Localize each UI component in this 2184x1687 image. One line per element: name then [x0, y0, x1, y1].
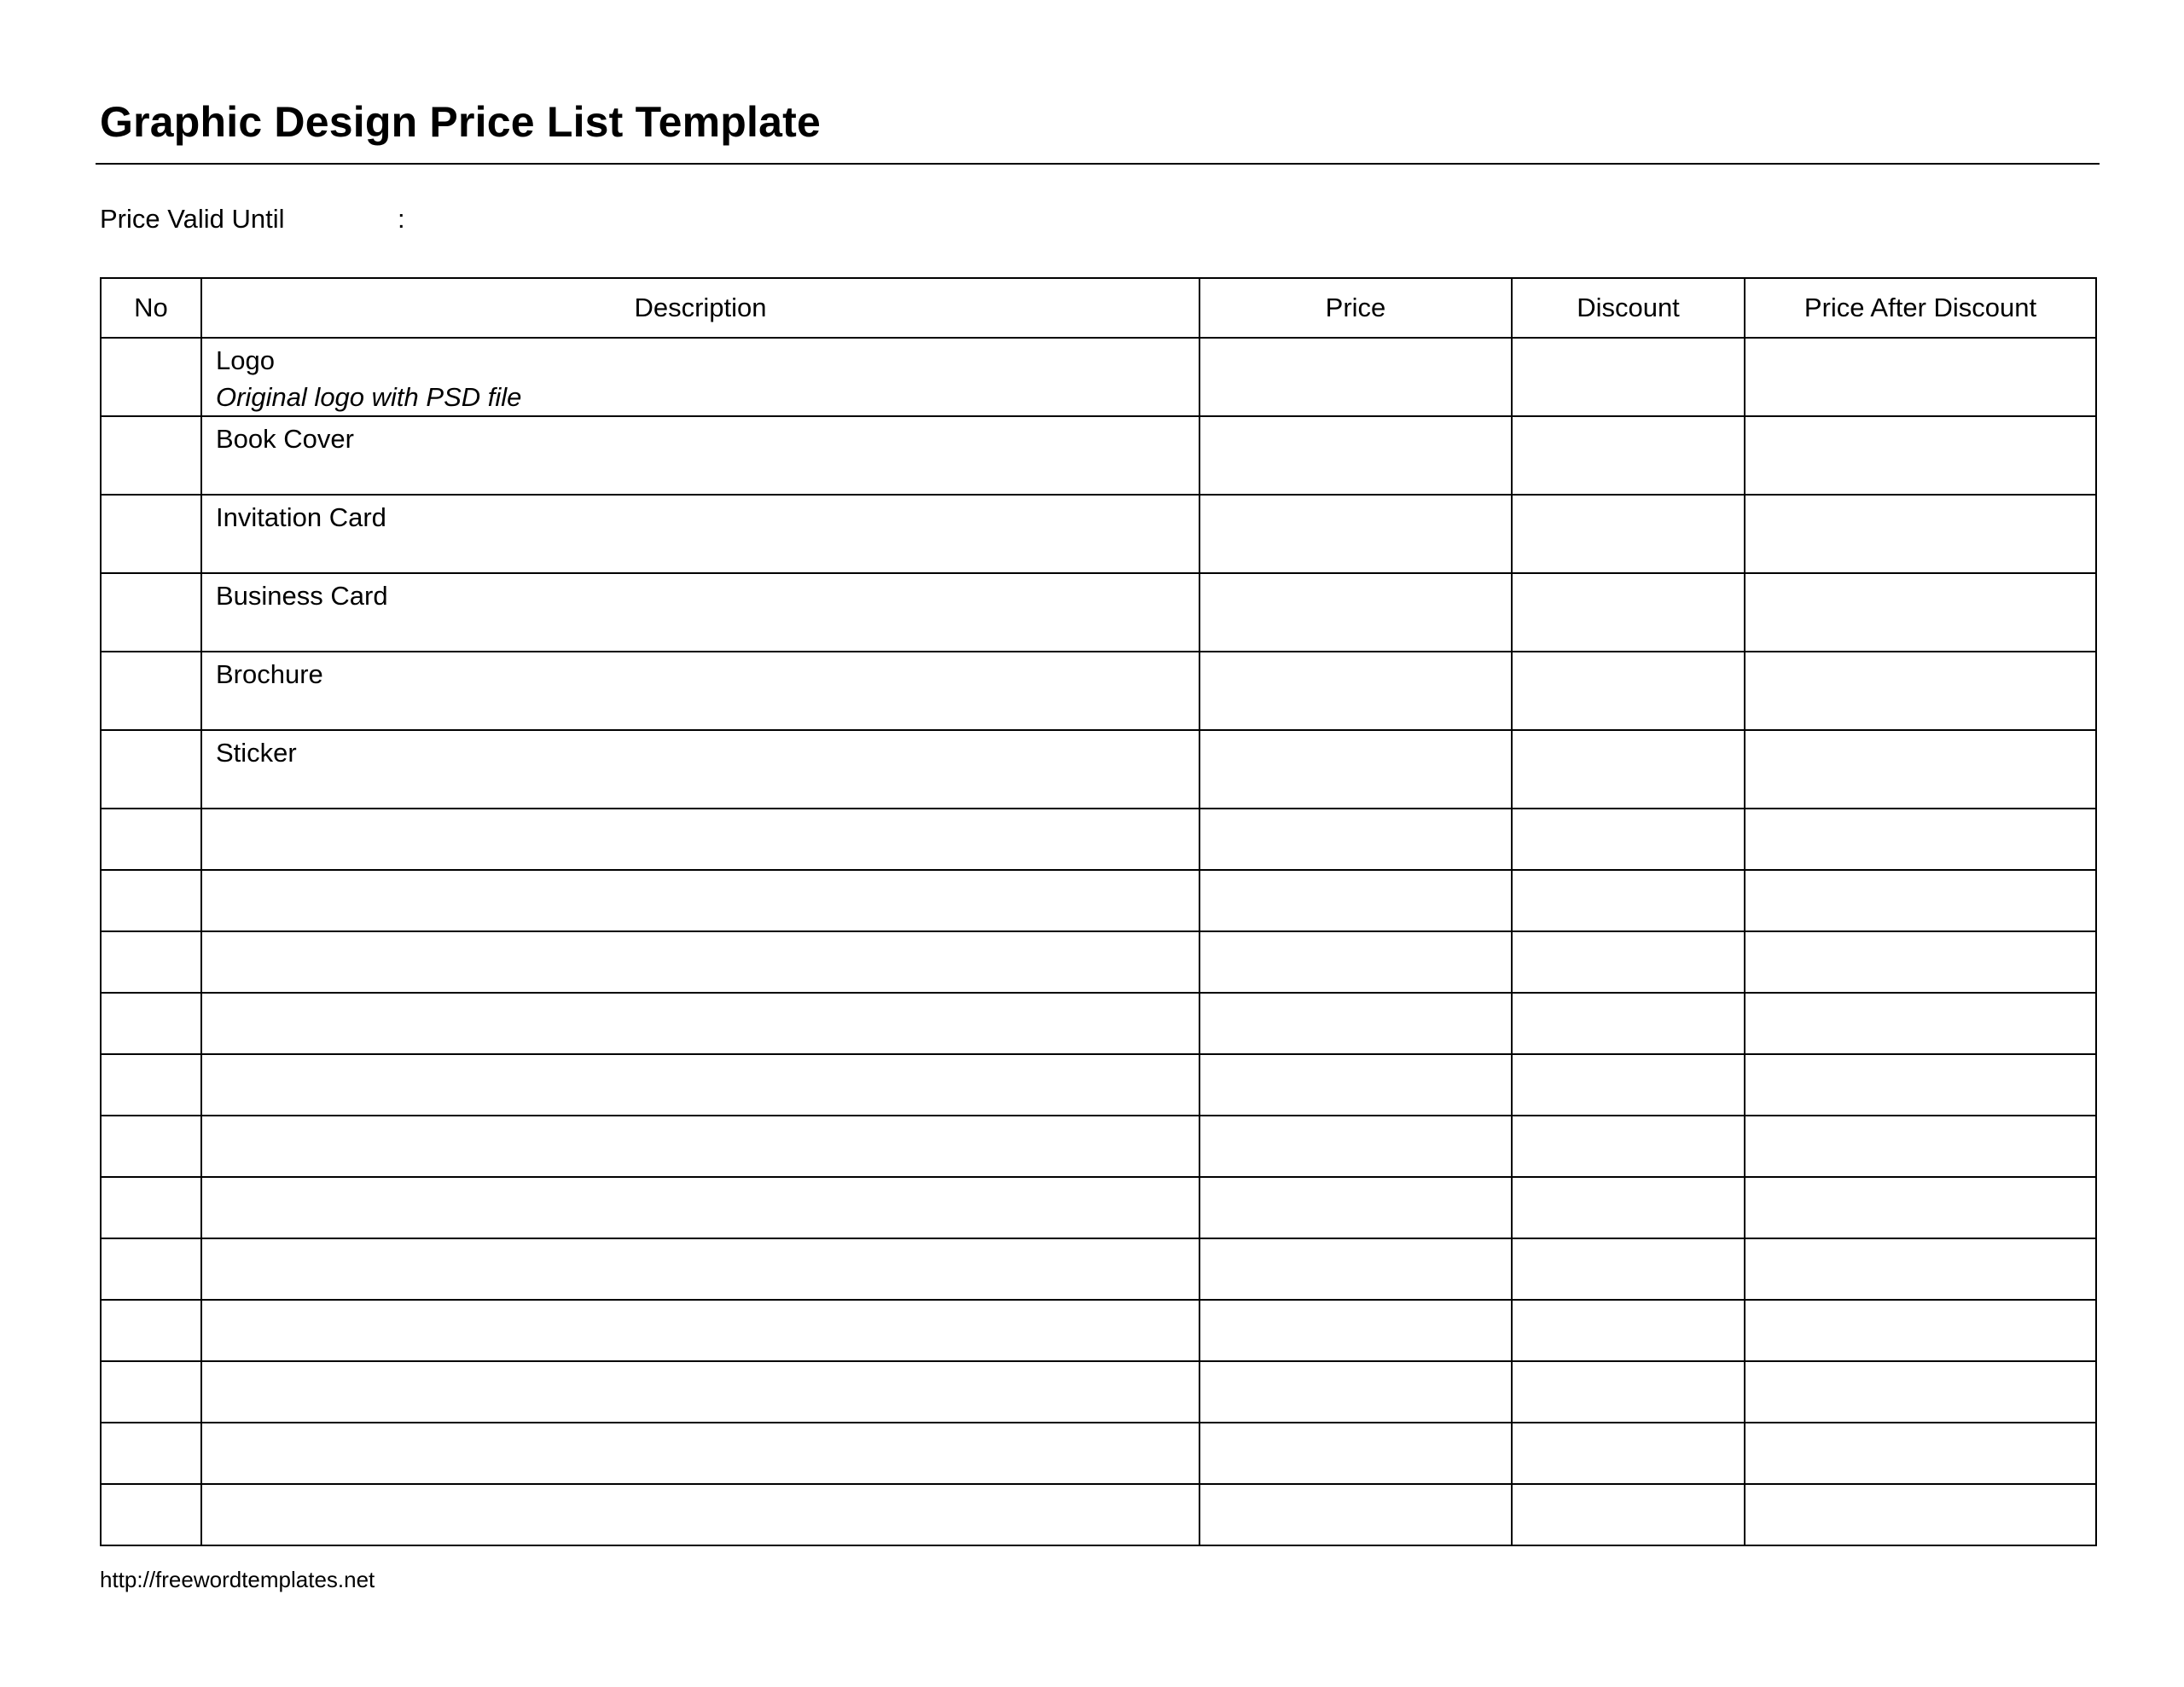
item-name: Brochure: [216, 659, 323, 689]
price-cell[interactable]: [1199, 1116, 1512, 1177]
price-cell[interactable]: [1199, 809, 1512, 870]
description-cell[interactable]: [201, 1238, 1199, 1300]
no-cell[interactable]: [101, 1054, 201, 1116]
price-after-discount-cell[interactable]: [1745, 870, 2096, 931]
description-cell[interactable]: [201, 1484, 1199, 1545]
discount-cell[interactable]: [1512, 931, 1745, 993]
no-cell[interactable]: [101, 652, 201, 730]
table-body: [101, 338, 2096, 1545]
description-cell[interactable]: [201, 931, 1199, 993]
price-after-discount-cell[interactable]: [1745, 931, 2096, 993]
title-underline: [96, 163, 2100, 165]
empty-table-row: [101, 870, 2096, 931]
price-cell[interactable]: [1199, 652, 1512, 730]
description-cell[interactable]: [201, 1423, 1199, 1484]
table-row: [101, 416, 2096, 495]
discount-cell[interactable]: [1512, 1423, 1745, 1484]
column-header-no: No: [101, 278, 201, 338]
discount-cell[interactable]: [1512, 1238, 1745, 1300]
discount-cell[interactable]: [1512, 338, 1745, 416]
price-cell[interactable]: [1199, 573, 1512, 652]
price-cell[interactable]: [1199, 993, 1512, 1054]
price-after-discount-cell[interactable]: [1745, 1423, 2096, 1484]
price-cell[interactable]: [1199, 931, 1512, 993]
table-row: [101, 573, 2096, 652]
discount-cell[interactable]: [1512, 1054, 1745, 1116]
price-after-discount-cell[interactable]: [1745, 1177, 2096, 1238]
no-cell[interactable]: [101, 1361, 201, 1423]
discount-cell[interactable]: [1512, 573, 1745, 652]
price-after-discount-cell[interactable]: [1745, 495, 2096, 573]
no-cell[interactable]: [101, 1423, 201, 1484]
no-cell[interactable]: [101, 573, 201, 652]
discount-cell[interactable]: [1512, 993, 1745, 1054]
description-cell[interactable]: [201, 416, 1199, 495]
price-cell[interactable]: [1199, 1238, 1512, 1300]
item-name: Invitation Card: [216, 502, 386, 532]
no-cell[interactable]: [101, 730, 201, 809]
empty-table-row: [101, 1177, 2096, 1238]
price-after-discount-cell[interactable]: [1745, 993, 2096, 1054]
page-title: Graphic Design Price List Template: [100, 98, 822, 146]
discount-cell[interactable]: [1512, 1177, 1745, 1238]
price-after-discount-cell[interactable]: [1745, 730, 2096, 809]
item-name: Logo: [216, 345, 275, 375]
price-after-discount-cell[interactable]: [1745, 1484, 2096, 1545]
price-after-discount-cell[interactable]: [1745, 1238, 2096, 1300]
empty-table-row: [101, 1300, 2096, 1361]
column-header-discount: Discount: [1512, 278, 1745, 338]
discount-cell[interactable]: [1512, 870, 1745, 931]
column-header-price-after-discount: Price After Discount: [1745, 278, 2096, 338]
price-cell[interactable]: [1199, 1177, 1512, 1238]
discount-cell[interactable]: [1512, 1361, 1745, 1423]
no-cell[interactable]: [101, 870, 201, 931]
no-cell[interactable]: [101, 495, 201, 573]
footer-url: http://freewordtemplates.net: [100, 1567, 375, 1592]
no-cell[interactable]: [101, 1238, 201, 1300]
table-row: [101, 338, 2096, 416]
price-valid-separator: :: [398, 204, 405, 234]
description-cell[interactable]: [201, 652, 1199, 730]
price-cell[interactable]: [1199, 1423, 1512, 1484]
empty-table-row: [101, 1423, 2096, 1484]
table-row: [101, 652, 2096, 730]
description-cell[interactable]: [201, 1300, 1199, 1361]
no-cell[interactable]: [101, 1484, 201, 1545]
description-cell[interactable]: [201, 730, 1199, 809]
discount-cell[interactable]: [1512, 1116, 1745, 1177]
column-header-price: Price: [1199, 278, 1512, 338]
no-cell[interactable]: [101, 338, 201, 416]
empty-table-row: [101, 1238, 2096, 1300]
price-cell[interactable]: [1199, 495, 1512, 573]
no-cell[interactable]: [101, 1116, 201, 1177]
description-cell[interactable]: [201, 1054, 1199, 1116]
discount-cell[interactable]: [1512, 1484, 1745, 1545]
column-header-description: Description: [201, 278, 1199, 338]
price-after-discount-cell[interactable]: [1745, 338, 2096, 416]
price-table: [100, 277, 2097, 1546]
item-name: Book Cover: [216, 424, 354, 454]
description-cell[interactable]: [201, 495, 1199, 573]
no-cell[interactable]: [101, 1300, 201, 1361]
no-cell[interactable]: [101, 809, 201, 870]
price-after-discount-cell[interactable]: [1745, 1116, 2096, 1177]
price-valid-label: Price Valid Until: [100, 204, 285, 234]
item-note: Original logo with PSD file: [216, 382, 522, 412]
discount-cell[interactable]: [1512, 652, 1745, 730]
table-row: [101, 730, 2096, 809]
description-cell[interactable]: [201, 870, 1199, 931]
table-row: [101, 495, 2096, 573]
no-cell[interactable]: [101, 416, 201, 495]
price-cell[interactable]: [1199, 730, 1512, 809]
empty-table-row: [101, 1484, 2096, 1545]
price-cell[interactable]: [1199, 870, 1512, 931]
no-cell[interactable]: [101, 931, 201, 993]
price-after-discount-cell[interactable]: [1745, 416, 2096, 495]
empty-table-row: [101, 993, 2096, 1054]
item-name: Sticker: [216, 738, 297, 768]
no-cell[interactable]: [101, 1177, 201, 1238]
price-after-discount-cell[interactable]: [1745, 573, 2096, 652]
price-cell[interactable]: [1199, 338, 1512, 416]
empty-table-row: [101, 1361, 2096, 1423]
price-after-discount-cell[interactable]: [1745, 1054, 2096, 1116]
discount-cell[interactable]: [1512, 495, 1745, 573]
description-cell[interactable]: [201, 993, 1199, 1054]
price-cell[interactable]: [1199, 1054, 1512, 1116]
price-after-discount-cell[interactable]: [1745, 652, 2096, 730]
description-cell[interactable]: [201, 573, 1199, 652]
price-after-discount-cell[interactable]: [1745, 1300, 2096, 1361]
empty-table-row: [101, 809, 2096, 870]
description-cell[interactable]: [201, 1177, 1199, 1238]
description-cell[interactable]: [201, 1361, 1199, 1423]
discount-cell[interactable]: [1512, 416, 1745, 495]
price-cell[interactable]: [1199, 1484, 1512, 1545]
price-after-discount-cell[interactable]: [1745, 809, 2096, 870]
description-cell[interactable]: [201, 338, 1199, 416]
discount-cell[interactable]: [1512, 730, 1745, 809]
empty-table-row: [101, 931, 2096, 993]
discount-cell[interactable]: [1512, 1300, 1745, 1361]
empty-table-row: [101, 1054, 2096, 1116]
price-cell[interactable]: [1199, 416, 1512, 495]
price-cell[interactable]: [1199, 1361, 1512, 1423]
item-name: Business Card: [216, 581, 388, 611]
price-after-discount-cell[interactable]: [1745, 1361, 2096, 1423]
empty-table-row: [101, 1116, 2096, 1177]
table-header-row: [101, 278, 2096, 338]
price-cell[interactable]: [1199, 1300, 1512, 1361]
description-cell[interactable]: [201, 809, 1199, 870]
discount-cell[interactable]: [1512, 809, 1745, 870]
description-cell[interactable]: [201, 1116, 1199, 1177]
no-cell[interactable]: [101, 993, 201, 1054]
